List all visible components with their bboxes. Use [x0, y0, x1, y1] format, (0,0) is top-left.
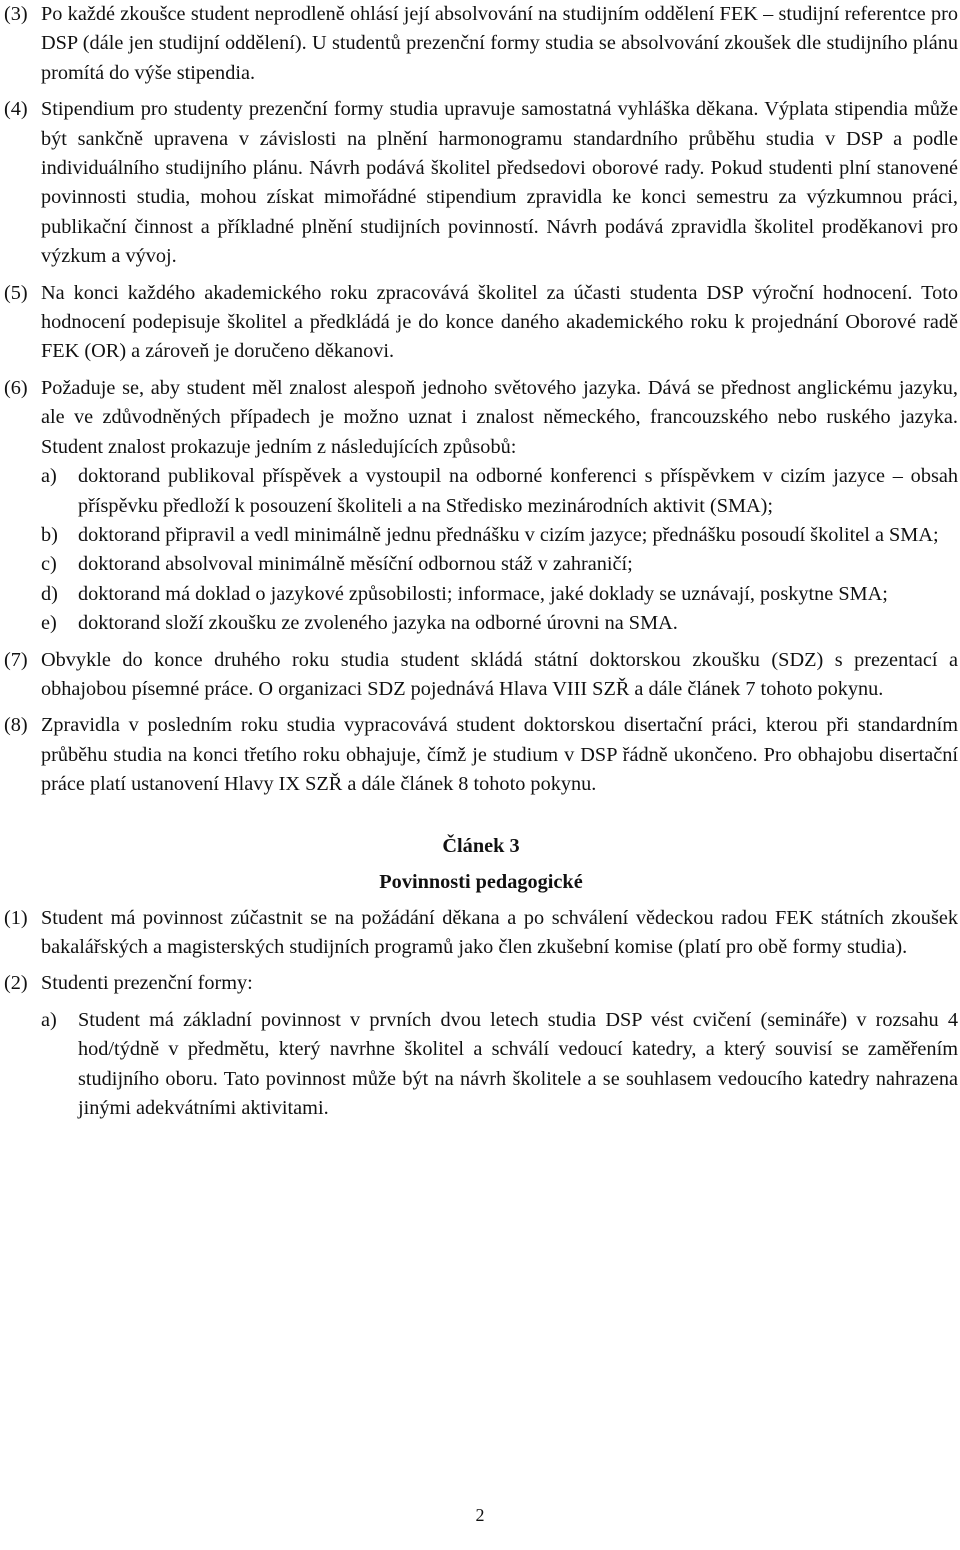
option-letter: e)	[41, 612, 57, 635]
paragraph-text: Obvykle do konce druhého roku studia student skládá státní doktorskou zkoušku (SDZ) s prezentací a obhajobou písemné práce. O organizaci SDZ pojednává Hlava VIII SZŘ a dále článek 7 tohoto pokynu.	[41, 648, 958, 700]
option-letter: d)	[41, 582, 58, 605]
language-option-c	[4, 550, 958, 579]
option-text: doktorand absolvoval minimálně měsíční odbornou stáž v zahraničí;	[78, 553, 633, 576]
paragraph-number: (6)	[4, 376, 28, 399]
paragraph-5	[4, 279, 958, 367]
fulltime-option-a	[4, 1006, 958, 1124]
article-paragraph-2	[4, 969, 958, 998]
option-text: doktorand má doklad o jazykové způsobilosti; informace, jaké doklady se uznávají, poskytne SMA;	[78, 582, 888, 605]
paragraph-text: Studenti prezenční formy:	[41, 972, 253, 995]
option-text: doktorand složí zkoušku ze zvoleného jazyka na odborné úrovni na SMA.	[78, 612, 678, 635]
language-option-e	[4, 609, 958, 638]
language-option-b	[4, 521, 958, 550]
option-letter: b)	[41, 523, 58, 546]
paragraph-text: Zpravidla v posledním roku studia vypracovává student doktorskou disertační práci, kterou při standardním průběhu studia na konci třetího roku obhajuje, čímž je studium v DSP řádně ukončeno. Pro obhajobu disertační práce platí ustanovení Hlavy IX SZŘ a dále článek 8 tohoto pokynu.	[41, 714, 958, 796]
option-text: Student má základní povinnost v prvních dvou letech studia DSP vést cvičení (semináře) v rozsahu 4 hod/týdně v předmětu, který navrhne školitel a schválí vedoucí katedry, a který souvisí se zaměřením studijního oboru. Tato povinnost může být na návrh školitele a se souhlasem vedoucího katedry nahrazena jinými adekvátními aktivitami.	[78, 1008, 958, 1119]
page-number: 2	[475, 1505, 485, 1525]
paragraph-3	[4, 0, 958, 88]
article-title: Povinnosti pedagogické	[379, 870, 583, 893]
paragraph-6	[4, 374, 958, 462]
paragraph-8	[4, 711, 958, 799]
paragraph-number: (2)	[4, 972, 28, 995]
option-letter: a)	[41, 465, 57, 488]
paragraph-number: (1)	[4, 906, 28, 929]
language-option-a	[4, 462, 958, 521]
option-text: doktorand publikoval příspěvek a vystoupil na odborné konferenci s příspěvkem v cizím jazyce – obsah příspěvku předloží k posouzení školiteli a na Středisko mezinárodních aktivit (SMA);	[78, 465, 958, 517]
paragraph-text: Student má povinnost zúčastnit se na požádání děkana a po schválení vědeckou radou FEK státních zkoušek bakalářských a magisterských studijních programů jako člen zkušební komise (platí pro obě formy studia).	[41, 906, 958, 958]
article-paragraph-1	[4, 904, 958, 963]
language-option-d	[4, 580, 958, 609]
option-letter: c)	[41, 553, 57, 576]
paragraph-text: Stipendium pro studenty prezenční formy studia upravuje samostatná vyhláška děkana. Výplata stipendia může být sankčně upravena v závislosti na plnění harmonogramu standardního průběhu studia v DSP a podle individuálního studijního plánu. Návrh podává školitel předsedovi oborové rady. Pokud studenti plní stanovené povinnosti studia, mohou získat mimořádné stipendium zpravidla ke konci semestru za výzkumnou práci, publikační činnost a příkladné plnění studijních povinností. Návrh podává zpravidla školitel proděkanovi pro výzkum a vývoj.	[41, 98, 958, 268]
paragraph-text: Na konci každého akademického roku zpracovává školitel za účasti studenta DSP výroční hodnocení. Toto hodnocení podepisuje školitel a předkládá je do konce daného akademického roku k projednání Oborové radě FEK (OR) a zároveň je doručeno děkanovi.	[41, 281, 958, 363]
paragraph-number: (3)	[4, 3, 28, 25]
article-number: Článek 3	[442, 834, 520, 857]
paragraph-7	[4, 646, 958, 705]
paragraph-number: (7)	[4, 648, 28, 671]
paragraph-number: (5)	[4, 281, 28, 304]
option-text: doktorand připravil a vedl minimálně jednu přednášku v cizím jazyce; přednášku posoudí školitel a SMA;	[78, 523, 939, 546]
option-letter: a)	[41, 1008, 57, 1031]
paragraph-text: Požaduje se, aby student měl znalost alespoň jednoho světového jazyka. Dává se přednost anglickému jazyku, ale ve zdůvodněných případech je možno uznat i znalost německého, francouzského nebo ruského jazyka. Student znalost prokazuje jedním z následujících způsobů:	[41, 376, 958, 458]
paragraph-number: (4)	[4, 98, 28, 121]
paragraph-number: (8)	[4, 714, 28, 737]
paragraph-text: Po každé zkoušce student neprodleně ohlásí její absolvování na studijním oddělení FEK – studijní referentce pro DSP (dále jen studijní oddělení). U studentů prezenční formy studia se absolvování zkoušek dle studijního plánu promítá do výše stipendia.	[41, 3, 958, 84]
paragraph-4	[4, 95, 958, 271]
